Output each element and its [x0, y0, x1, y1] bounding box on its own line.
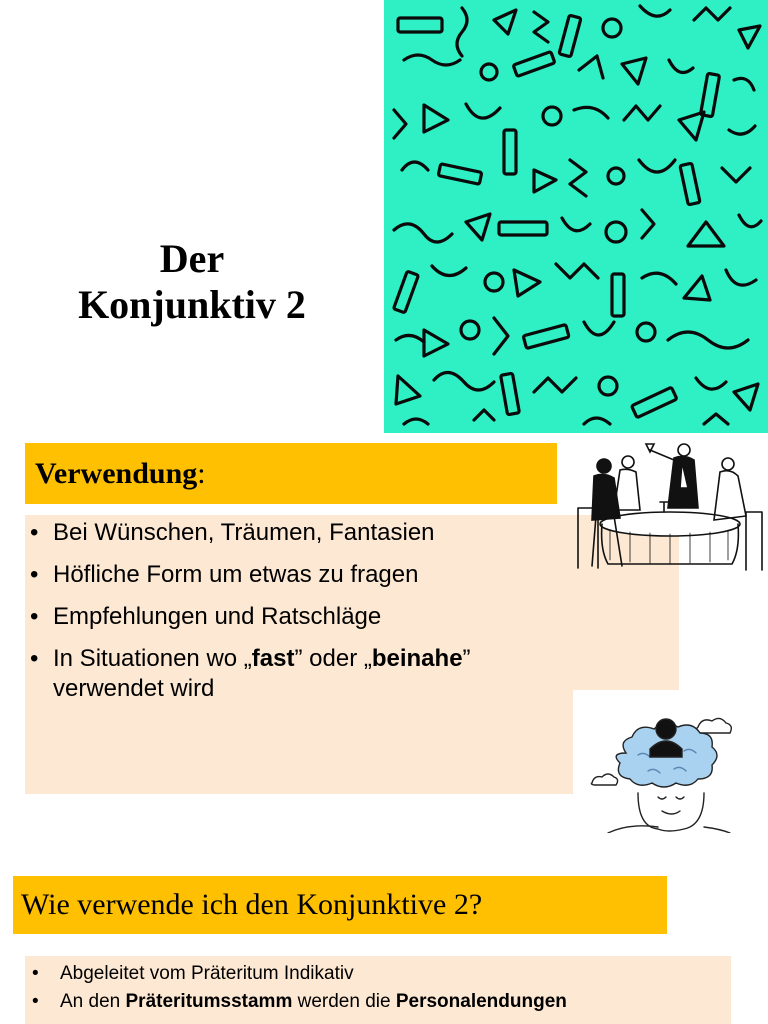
dinner-party-image: [570, 438, 768, 580]
bold-word-personalendungen: Personalendungen: [395, 991, 567, 1012]
bullet-text: Bei Wünschen, Träumen, Fantasien: [53, 519, 435, 546]
dinner-party-icon: [570, 438, 768, 580]
verwendung-heading-colon: :: [197, 457, 206, 490]
bullet-item: [30, 960, 730, 988]
bullet-text: werden die: [292, 991, 396, 1012]
page-title: [0, 236, 384, 328]
bullet-text: Abgeleitet vom Präteritum Indikativ: [60, 963, 354, 984]
verwendung-heading: [25, 443, 557, 504]
bold-word-praeteritumsstamm: Präteritumsstamm: [125, 991, 293, 1012]
bullet-text: An den: [60, 991, 126, 1012]
memphis-pattern-image: [384, 0, 768, 433]
bullet-text: verwendet wird: [53, 675, 215, 702]
bold-word-beinahe: beinahe: [371, 645, 463, 672]
daydream-image: [588, 715, 740, 833]
bold-word-fast: fast: [251, 645, 295, 672]
bullet-item: [30, 988, 730, 1016]
how-to-use-heading-text: Wie verwende ich den Konjunktive 2?: [21, 888, 483, 921]
bullet-item: [30, 602, 670, 632]
bullet-text: Höfliche Form um etwas zu fragen: [53, 561, 419, 588]
bullet-text: ” oder „: [294, 645, 372, 672]
how-to-use-heading: [13, 876, 667, 934]
bullet-item: [30, 644, 670, 704]
bullet-text: Empfehlungen und Ratschläge: [53, 603, 382, 630]
title-line-2: Konjunktiv 2: [78, 282, 306, 327]
how-to-use-bullet-list: [30, 960, 730, 1016]
bullet-text: ”: [462, 645, 471, 672]
bullet-text: In Situationen wo „: [53, 645, 252, 672]
cloud-head-icon: [588, 715, 740, 833]
squiggle-pattern-icon: [384, 0, 768, 433]
verwendung-heading-text: Verwendung: [35, 457, 198, 490]
title-line-1: Der: [159, 236, 225, 281]
